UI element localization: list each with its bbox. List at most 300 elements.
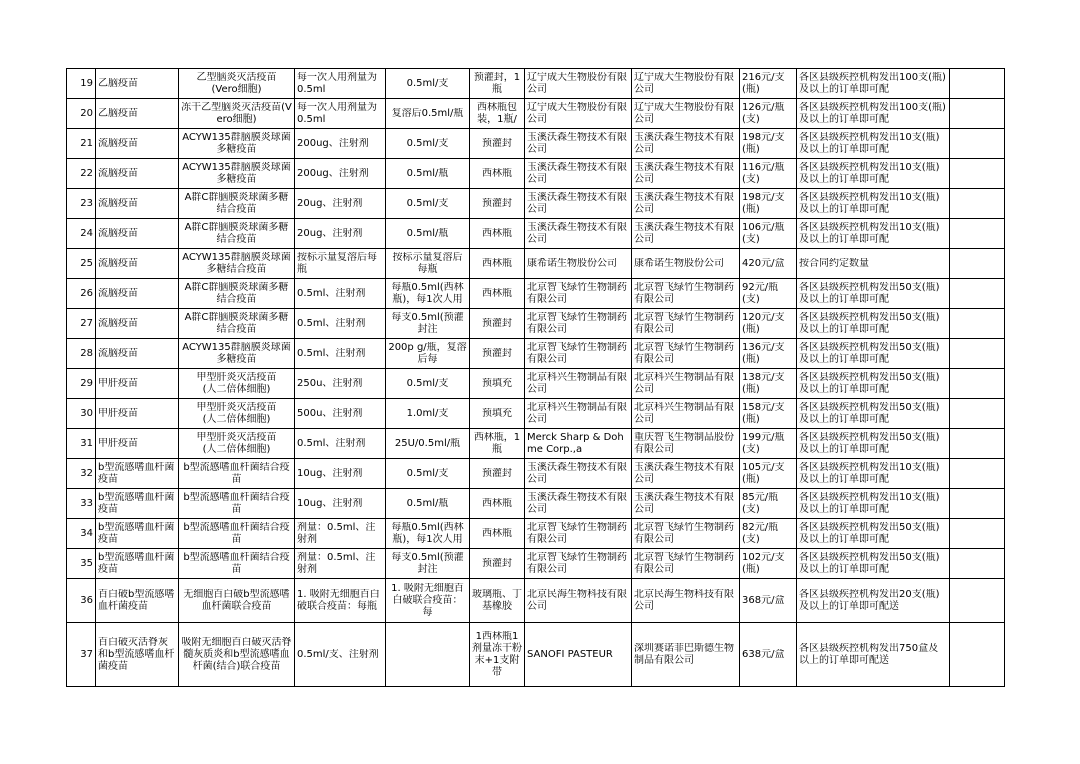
delivery-rule-text: 各区县级疾控机构发出50支(瓶)及以上的订单即可配 [799, 311, 940, 335]
price [740, 489, 797, 519]
vaccine-category [96, 129, 179, 159]
vaccine-spec-text: 每一次人用剂量为0.5ml [297, 101, 377, 125]
vaccine-form [470, 399, 525, 429]
vaccine-category-text: b型流感嗜血杆菌疫苗 [98, 461, 175, 485]
manufacturer [525, 579, 632, 623]
blank-cell [950, 129, 1005, 159]
manufacturer [525, 339, 632, 369]
vaccine-name-text: b型流感嗜血杆菌结合疫苗 [183, 551, 290, 575]
vaccine-category [96, 219, 179, 249]
supplier [632, 99, 740, 129]
delivery-rule [797, 219, 950, 249]
vaccine-spec [295, 549, 386, 579]
supplier [632, 519, 740, 549]
supplier-text: 康希诺生物股份公司 [634, 257, 724, 269]
vaccine-spec-text: 200ug、注射剂 [297, 137, 369, 149]
vaccine-name [179, 129, 295, 159]
row-number-text: 33 [80, 497, 93, 509]
table-row [67, 249, 1005, 279]
vaccine-form-text: 1西林瓶1剂量冻干粉末+1支附带 [472, 630, 522, 678]
price-text: 82元/瓶(支) [742, 521, 779, 545]
vaccine-spec [295, 279, 386, 309]
blank-cell [950, 399, 1005, 429]
delivery-rule-text: 各区县级疾控机构发出10支(瓶)及以上的订单即可配 [799, 161, 940, 185]
vaccine-form [470, 549, 525, 579]
vaccine-spec-text: 0.5ml、注射剂 [297, 437, 366, 449]
vaccine-price-table [66, 68, 1005, 687]
vaccine-pack-text: 0.5ml/支 [406, 137, 449, 149]
supplier-text: 北京智飞绿竹生物制药有限公司 [634, 551, 734, 575]
vaccine-name-text: 甲型肝炎灭活疫苗 (人二倍体细胞) [196, 401, 277, 425]
supplier-text: 北京民海生物科技有限公司 [634, 588, 734, 612]
row-number-text: 21 [80, 137, 93, 149]
manufacturer [525, 309, 632, 339]
vaccine-form [470, 579, 525, 623]
manufacturer-text: 玉溪沃森生物技术有限公司 [527, 161, 627, 185]
vaccine-spec [295, 579, 386, 623]
blank-cell [950, 309, 1005, 339]
vaccine-pack [386, 69, 470, 99]
manufacturer-text: 北京民海生物科技有限公司 [527, 588, 627, 612]
vaccine-spec-text: 按标示量复溶后每瓶 [297, 251, 377, 275]
blank-cell [950, 489, 1005, 519]
vaccine-pack [386, 249, 470, 279]
vaccine-form-text: 玻璃瓶、丁基橡胶 [472, 588, 522, 612]
supplier [632, 309, 740, 339]
supplier [632, 549, 740, 579]
price [740, 249, 797, 279]
vaccine-category-text: 流脑疫苗 [98, 167, 138, 179]
vaccine-spec-text: 0.5ml/支、注射剂 [297, 648, 379, 660]
vaccine-name [179, 159, 295, 189]
vaccine-form-text: 预灌封 [482, 467, 512, 479]
vaccine-form [470, 489, 525, 519]
delivery-rule [797, 279, 950, 309]
vaccine-pack [386, 399, 470, 429]
supplier-text: 玉溪沃森生物技术有限公司 [634, 491, 734, 515]
vaccine-name [179, 99, 295, 129]
vaccine-category-text: 甲肝疫苗 [98, 437, 138, 449]
supplier [632, 623, 740, 687]
delivery-rule-text: 按合同约定数量 [799, 257, 869, 269]
row-number [67, 129, 96, 159]
vaccine-name [179, 369, 295, 399]
vaccine-form [470, 309, 525, 339]
delivery-rule [797, 339, 950, 369]
vaccine-spec-text: 每一次人用剂量为0.5ml [297, 71, 377, 95]
row-number-text: 26 [80, 287, 93, 299]
price [740, 549, 797, 579]
table-row [67, 369, 1005, 399]
vaccine-name [179, 69, 295, 99]
vaccine-pack [386, 369, 470, 399]
row-number [67, 429, 96, 459]
row-number [67, 69, 96, 99]
vaccine-spec [295, 309, 386, 339]
delivery-rule [797, 69, 950, 99]
supplier [632, 399, 740, 429]
vaccine-form [470, 189, 525, 219]
table-row [67, 99, 1005, 129]
price [740, 279, 797, 309]
vaccine-spec [295, 489, 386, 519]
supplier-text: 深圳赛诺菲巴斯德生物制品有限公司 [634, 642, 734, 666]
vaccine-form [470, 623, 525, 687]
vaccine-pack-text: 0.5ml/瓶 [406, 167, 449, 179]
manufacturer [525, 99, 632, 129]
vaccine-form [470, 429, 525, 459]
vaccine-category [96, 189, 179, 219]
delivery-rule-text: 各区县级疾控机构发出50支(瓶)及以上的订单即可配 [799, 551, 940, 575]
vaccine-pack [386, 159, 470, 189]
vaccine-pack [386, 279, 470, 309]
delivery-rule [797, 129, 950, 159]
table-row [67, 579, 1005, 623]
vaccine-spec-text: 剂量：0.5ml、注射剂 [297, 521, 376, 545]
vaccine-category-text: 甲肝疫苗 [98, 377, 138, 389]
vaccine-spec [295, 399, 386, 429]
vaccine-spec-text: 10ug、注射剂 [297, 497, 363, 509]
row-number [67, 279, 96, 309]
vaccine-pack-text: 0.5ml/支 [406, 197, 449, 209]
vaccine-pack [386, 459, 470, 489]
price-text: 120元/支(瓶) [742, 311, 785, 335]
row-number-text: 23 [80, 197, 93, 209]
price-text: 138元/支(瓶) [742, 371, 785, 395]
vaccine-form-text: 预灌封 [482, 197, 512, 209]
vaccine-name [179, 189, 295, 219]
row-number [67, 339, 96, 369]
supplier [632, 459, 740, 489]
vaccine-spec [295, 623, 386, 687]
vaccine-name [179, 623, 295, 687]
row-number [67, 549, 96, 579]
vaccine-form-text: 西林瓶 [482, 287, 512, 299]
table-row [67, 309, 1005, 339]
table-row [67, 339, 1005, 369]
delivery-rule-text: 各区县级疾控机构发出10支(瓶)及以上的订单即可配 [799, 491, 940, 515]
price [740, 429, 797, 459]
vaccine-name-text: 冻干乙型脑炎灭活疫苗(Vero细胞) [181, 101, 292, 125]
row-number [67, 159, 96, 189]
supplier [632, 219, 740, 249]
blank-cell [950, 189, 1005, 219]
delivery-rule [797, 249, 950, 279]
vaccine-spec [295, 129, 386, 159]
manufacturer-text: 康希诺生物股份公司 [527, 257, 617, 269]
manufacturer-text: 玉溪沃森生物技术有限公司 [527, 461, 627, 485]
vaccine-pack [386, 309, 470, 339]
vaccine-pack [386, 339, 470, 369]
delivery-rule-text: 各区县级疾控机构发出50支(瓶)及以上的订单即可配 [799, 431, 940, 455]
vaccine-pack-text: 1.0ml/支 [406, 407, 449, 419]
blank-cell [950, 99, 1005, 129]
vaccine-spec [295, 159, 386, 189]
vaccine-category [96, 99, 179, 129]
table-row [67, 459, 1005, 489]
delivery-rule-text: 各区县级疾控机构发出750盒及以上的订单即可配送 [799, 642, 939, 666]
delivery-rule-text: 各区县级疾控机构发出50支(瓶)及以上的订单即可配 [799, 281, 940, 305]
price-text: 126元/瓶(支) [742, 101, 785, 125]
vaccine-pack-text: 0.5ml/瓶 [406, 227, 449, 239]
vaccine-pack [386, 429, 470, 459]
delivery-rule-text: 各区县级疾控机构发出50支(瓶)及以上的订单即可配 [799, 341, 940, 365]
vaccine-form-text: 西林瓶 [482, 527, 512, 539]
manufacturer-text: 玉溪沃森生物技术有限公司 [527, 191, 627, 215]
vaccine-category [96, 69, 179, 99]
vaccine-category [96, 339, 179, 369]
price-text: 102元/支(瓶) [742, 551, 785, 575]
delivery-rule [797, 189, 950, 219]
row-number-text: 36 [80, 594, 93, 606]
table-body [67, 69, 1005, 687]
price [740, 69, 797, 99]
supplier-text: 玉溪沃森生物技术有限公司 [634, 221, 734, 245]
blank-cell [950, 579, 1005, 623]
vaccine-name-text: 甲型肝炎灭活疫苗 (人二倍体细胞) [196, 371, 277, 395]
supplier-text: 北京科兴生物制品有限公司 [634, 371, 734, 395]
row-number [67, 489, 96, 519]
blank-cell [950, 249, 1005, 279]
table-row [67, 159, 1005, 189]
vaccine-name-text: b型流感嗜血杆菌结合疫苗 [183, 491, 290, 515]
vaccine-category [96, 579, 179, 623]
manufacturer-text: 玉溪沃森生物技术有限公司 [527, 221, 627, 245]
vaccine-name-text: b型流感嗜血杆菌结合疫苗 [183, 521, 290, 545]
vaccine-pack-text: 每支0.5ml(预灌封注 [391, 311, 464, 335]
vaccine-spec [295, 519, 386, 549]
blank-cell [950, 429, 1005, 459]
row-number [67, 309, 96, 339]
vaccine-form-text: 预填充 [482, 407, 512, 419]
price-text: 136元/支(瓶) [742, 341, 785, 365]
manufacturer [525, 369, 632, 399]
supplier [632, 69, 740, 99]
price [740, 99, 797, 129]
vaccine-form-text: 预灌封，1瓶 [473, 71, 521, 95]
vaccine-pack-text: 1. 吸附无细胞百白破联合疫苗：每 [391, 582, 464, 618]
vaccine-pack-text: 200p g/瓶，复溶后每 [388, 341, 467, 365]
row-number [67, 99, 96, 129]
vaccine-name [179, 399, 295, 429]
blank-cell [950, 219, 1005, 249]
vaccine-name-text: ACYW135群脑膜炎球菌多糖疫苗 [182, 161, 291, 185]
vaccine-name-text: 无细胞百白破b型流感嗜血杆菌联合疫苗 [183, 588, 290, 612]
blank-cell [950, 339, 1005, 369]
price-text: 368元/盒 [742, 594, 785, 606]
manufacturer [525, 459, 632, 489]
blank-cell [950, 69, 1005, 99]
manufacturer-text: 北京智飞绿竹生物制药有限公司 [527, 551, 627, 575]
vaccine-form-text: 预填充 [482, 377, 512, 389]
vaccine-category [96, 459, 179, 489]
vaccine-name [179, 489, 295, 519]
vaccine-spec [295, 429, 386, 459]
row-number-text: 29 [80, 377, 93, 389]
table-row [67, 189, 1005, 219]
delivery-rule [797, 429, 950, 459]
vaccine-category-text: 流脑疫苗 [98, 137, 138, 149]
table-row [67, 549, 1005, 579]
manufacturer [525, 399, 632, 429]
vaccine-category [96, 429, 179, 459]
row-number [67, 399, 96, 429]
vaccine-pack [386, 549, 470, 579]
row-number [67, 623, 96, 687]
vaccine-form [470, 69, 525, 99]
vaccine-form [470, 249, 525, 279]
vaccine-name [179, 339, 295, 369]
price-text: 106元/瓶(支) [742, 221, 785, 245]
price [740, 219, 797, 249]
blank-cell [950, 459, 1005, 489]
price-text: 216元/支(瓶) [742, 71, 785, 95]
vaccine-name [179, 249, 295, 279]
supplier [632, 339, 740, 369]
price-text: 198元/支(瓶) [742, 131, 785, 155]
row-number-text: 35 [80, 557, 93, 569]
supplier-text: 玉溪沃森生物技术有限公司 [634, 131, 734, 155]
supplier [632, 279, 740, 309]
manufacturer [525, 279, 632, 309]
vaccine-form-text: 预灌封 [482, 137, 512, 149]
delivery-rule-text: 各区县级疾控机构发出10支(瓶)及以上的订单即可配 [799, 461, 940, 485]
delivery-rule [797, 399, 950, 429]
vaccine-spec [295, 369, 386, 399]
vaccine-category [96, 623, 179, 687]
supplier-text: 北京科兴生物制品有限公司 [634, 401, 734, 425]
vaccine-spec-text: 250u、注射剂 [297, 377, 363, 389]
delivery-rule-text: 各区县级疾控机构发出10支(瓶)及以上的订单即可配 [799, 131, 940, 155]
row-number-text: 19 [80, 77, 93, 89]
row-number [67, 219, 96, 249]
row-number-text: 22 [80, 167, 93, 179]
vaccine-form [470, 369, 525, 399]
supplier [632, 489, 740, 519]
supplier [632, 429, 740, 459]
vaccine-category-text: 流脑疫苗 [98, 317, 138, 329]
vaccine-category-text: b型流感嗜血杆菌疫苗 [98, 551, 175, 575]
vaccine-category [96, 489, 179, 519]
vaccine-category [96, 159, 179, 189]
vaccine-spec-text: 20ug、注射剂 [297, 227, 363, 239]
supplier [632, 159, 740, 189]
manufacturer-text: SANOFI PASTEUR [527, 648, 613, 660]
delivery-rule-text: 各区县级疾控机构发出50支(瓶)及以上的订单即可配 [799, 401, 940, 425]
delivery-rule [797, 549, 950, 579]
row-number-text: 24 [80, 227, 93, 239]
supplier [632, 369, 740, 399]
delivery-rule-text: 各区县级疾控机构发出10支(瓶)及以上的订单即可配 [799, 191, 940, 215]
delivery-rule [797, 579, 950, 623]
row-number-text: 28 [80, 347, 93, 359]
table-row [67, 129, 1005, 159]
vaccine-category-text: 流脑疫苗 [98, 287, 138, 299]
vaccine-name-text: A群C群脑膜炎球菌多糖结合疫苗 [184, 311, 289, 335]
vaccine-category [96, 249, 179, 279]
vaccine-category-text: 流脑疫苗 [98, 347, 138, 359]
vaccine-pack [386, 489, 470, 519]
manufacturer-text: 北京智飞绿竹生物制药有限公司 [527, 311, 627, 335]
vaccine-category-text: 乙脑疫苗 [98, 107, 138, 119]
vaccine-name-text: 甲型肝炎灭活疫苗 (人二倍体细胞) [196, 431, 277, 455]
vaccine-pack-text: 0.5ml/瓶 [406, 497, 449, 509]
row-number-text: 32 [80, 467, 93, 479]
vaccine-name [179, 579, 295, 623]
vaccine-spec [295, 339, 386, 369]
vaccine-name-text: b型流感嗜血杆菌结合疫苗 [183, 461, 290, 485]
vaccine-name [179, 519, 295, 549]
vaccine-category [96, 279, 179, 309]
manufacturer [525, 159, 632, 189]
vaccine-form-text: 预灌封 [482, 557, 512, 569]
supplier [632, 249, 740, 279]
supplier-text: 辽宁成大生物股份有限公司 [634, 71, 734, 95]
manufacturer [525, 489, 632, 519]
manufacturer-text: 北京智飞绿竹生物制药有限公司 [527, 341, 627, 365]
row-number [67, 579, 96, 623]
manufacturer-text: 北京智飞绿竹生物制药有限公司 [527, 281, 627, 305]
table-row [67, 519, 1005, 549]
manufacturer [525, 69, 632, 99]
price [740, 623, 797, 687]
delivery-rule [797, 623, 950, 687]
vaccine-form [470, 519, 525, 549]
blank-cell [950, 623, 1005, 687]
vaccine-pack-text: 每支0.5ml(预灌封注 [391, 551, 464, 575]
table-row [67, 279, 1005, 309]
supplier-text: 北京智飞绿竹生物制药有限公司 [634, 281, 734, 305]
price-text: 92元/瓶(支) [742, 281, 779, 305]
vaccine-form-text: 西林瓶，1瓶 [473, 431, 521, 455]
blank-cell [950, 549, 1005, 579]
vaccine-pack-text: 复溶后0.5ml/瓶 [391, 107, 464, 119]
price [740, 339, 797, 369]
vaccine-spec [295, 249, 386, 279]
row-number-text: 30 [80, 407, 93, 419]
vaccine-form-text: 西林瓶 [482, 227, 512, 239]
vaccine-pack [386, 519, 470, 549]
row-number [67, 249, 96, 279]
vaccine-spec [295, 219, 386, 249]
vaccine-category-text: 百白破灭活脊灰和b型流感嗜血杆菌疫苗 [98, 636, 175, 672]
vaccine-category-text: 流脑疫苗 [98, 257, 138, 269]
vaccine-form [470, 339, 525, 369]
vaccine-name-text: ACYW135群脑膜炎球菌多糖结合疫苗 [182, 251, 291, 275]
row-number [67, 519, 96, 549]
vaccine-form-text: 西林瓶包装，1瓶/ [477, 101, 517, 125]
table-row [67, 399, 1005, 429]
manufacturer [525, 129, 632, 159]
supplier-text: 北京智飞绿竹生物制药有限公司 [634, 311, 734, 335]
vaccine-name [179, 219, 295, 249]
delivery-rule-text: 各区县级疾控机构发出100支(瓶)及以上的订单即可配 [799, 71, 946, 95]
manufacturer [525, 519, 632, 549]
vaccine-form-text: 预灌封 [482, 347, 512, 359]
manufacturer-text: 北京科兴生物制品有限公司 [527, 401, 627, 425]
vaccine-category-text: b型流感嗜血杆菌疫苗 [98, 491, 175, 515]
blank-cell [950, 279, 1005, 309]
delivery-rule-text: 各区县级疾控机构发出20支(瓶)及以上的订单即可配送 [799, 588, 940, 612]
vaccine-spec [295, 189, 386, 219]
vaccine-name-text: ACYW135群脑膜炎球菌多糖疫苗 [182, 341, 291, 365]
vaccine-pack [386, 623, 470, 687]
supplier-text: 辽宁成大生物股份有限公司 [634, 101, 734, 125]
manufacturer-text: 玉溪沃森生物技术有限公司 [527, 131, 627, 155]
manufacturer [525, 623, 632, 687]
price-text: 116元/瓶(支) [742, 161, 785, 185]
vaccine-form-text: 西林瓶 [482, 257, 512, 269]
